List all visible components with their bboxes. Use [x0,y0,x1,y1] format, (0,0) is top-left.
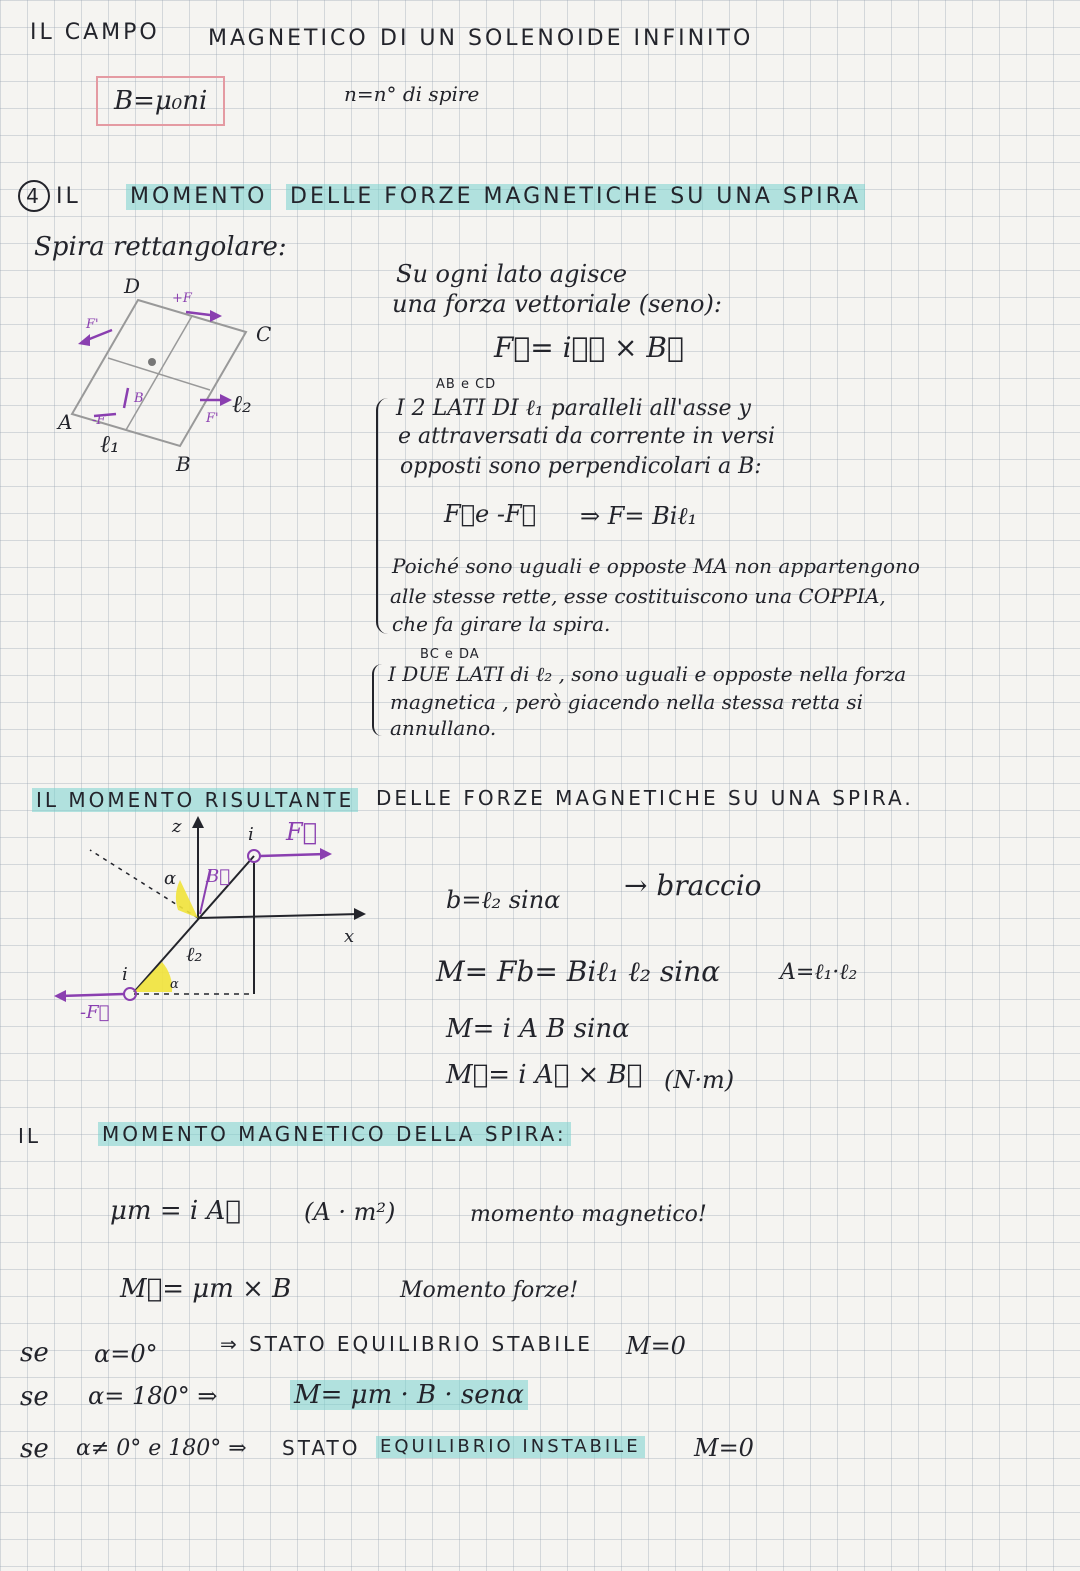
row3-se: se [20,1434,49,1464]
magnetic-moment-unit: (A · m²) [304,1198,396,1226]
title-magnetico: MAGNETICO [208,26,369,51]
magnetic-moment-eq: μm = i A⃗ [110,1196,241,1226]
heading-momento-magnetico: MOMENTO MAGNETICO DELLA SPIRA: [98,1122,571,1146]
brace-1 [376,398,388,634]
label-i-bottom: i [122,964,128,985]
torque-unit: (N·m) [664,1066,735,1094]
row2-result: M= μm · B · senα [290,1380,528,1410]
row3-condition: α≠ 0° e 180° ⇒ [76,1436,247,1461]
torque-equation-3: M⃗= i A⃗ × B⃗ [446,1060,643,1090]
label-i-top: i [248,824,254,845]
torque-note: Momento forze! [400,1278,579,1303]
label-fprime2: F' [206,411,219,426]
brace-2 [372,664,382,736]
torque-vector-eq: M⃗= μm × B [120,1274,292,1304]
spire-note: n=n° di spire [344,82,480,106]
angle-arc-top [176,880,198,918]
force-equation: F⃗= iℓ⃗ × B⃗ [494,331,684,364]
row2-se: se [20,1382,49,1412]
label-fneg: -F [92,413,106,428]
label-alpha-top: α [164,868,177,889]
sides-text-2: e attraversati da corrente in versi [398,424,776,449]
sides-text-1: I 2 LATI DI ℓ₁ paralleli all'asse y [396,396,751,421]
heading-il: IL [56,184,81,209]
title-solenoide: DI UN SOLENOIDE INFINITO [380,26,754,51]
row3-stato: STATO [282,1436,361,1460]
label-l1: ℓ₁ [100,430,120,458]
braccio-label: → braccio [624,869,762,902]
label-x: x [344,926,355,947]
cancel-text-3: annullano. [390,716,497,740]
fprime2-arrowhead [220,394,232,406]
force-text-1: Su ogni lato agisce [396,260,628,288]
torque-diagram [50,810,380,1030]
row3-m: M=0 [694,1434,754,1462]
fprime-arrowhead [78,334,90,346]
label-b: B [176,452,191,476]
label-f: +F [172,291,192,306]
label-c: C [256,322,272,346]
torque-equation-2: M= i A B sinα [446,1014,630,1044]
heading-forze-2: DELLE FORZE MAGNETICHE SU UNA SPIRA. [376,786,914,810]
bcda-label: BC e DA [420,647,480,662]
solenoid-formula: B=μ₀ni [96,76,225,126]
label-l2-vec: ℓ₂ [186,942,203,966]
label-l2: ℓ₂ [232,390,252,418]
fneg-vector-head [54,990,66,1002]
row1-m: M=0 [626,1332,686,1360]
title-campo [30,22,160,44]
x-axis [198,914,360,918]
row1-se: se [20,1338,49,1368]
row1-condition: α=0° [94,1340,158,1368]
label-fneg-vec: -F⃗ [80,1002,110,1023]
label-d: D [124,274,141,298]
loop-axis2 [126,316,192,430]
section-number: 4 [18,180,50,212]
heading-il-3: IL [18,1124,42,1148]
sides-text-3: opposti sono perpendicolari a B: [400,454,762,479]
heading-forze: DELLE FORZE MAGNETICHE SU UNA SPIRA [286,184,865,210]
pair-equation: F⃗e -F⃗ [444,500,537,528]
couple-text-2: alle stesse rette, esse costituiscono una COPPIA, [390,584,886,608]
couple-text-1: Poiché sono uguali e opposte MA non appartengono [392,554,920,578]
title-part: IL CAMPO [30,20,160,45]
area-equation: A=ℓ₁·ℓ₂ [780,960,858,985]
label-a: A [58,410,73,434]
f-vector [260,854,326,856]
row3-result: EQUILIBRIO INSTABILE [376,1436,645,1458]
arm-equation: b=ℓ₂ sinα [446,886,561,914]
label-fprime: F' [86,317,99,332]
angle-arc-bottom [134,962,172,992]
row1-result: ⇒ STATO EQUILIBRIO STABILE [220,1332,593,1356]
label-z: z [172,816,182,837]
magnetic-moment-note: momento magnetico! [470,1202,707,1227]
row2-condition: α= 180° ⇒ [88,1382,218,1410]
couple-text-3: che fa girare la spira. [392,612,611,636]
cancel-text-1: I DUE LATI di ℓ₂ , sono uguali e opposte nella forza [388,662,907,686]
loop-center [148,358,156,366]
label-f-vec: F⃗ [286,818,318,846]
pair-result: ⇒ F= Biℓ₁ [580,502,698,530]
torque-equation-1: M= Fb= Biℓ₁ ℓ₂ sinα [436,955,721,988]
label-b-vec: B⃗ [206,866,231,887]
cancel-text-2: magnetica , però giacendo nella stessa retta si [390,690,864,714]
f-vector-head [320,848,332,860]
z-arrowhead [192,816,204,828]
abcd-label: AB e CD [436,377,497,392]
label-alpha-bottom: α [170,977,179,992]
heading-momento-risultante: IL MOMENTO RISULTANTE [32,788,358,812]
loop-side [134,856,254,992]
x-arrowhead [354,908,366,920]
heading-momento: MOMENTO [126,184,271,210]
fneg-vector [60,994,124,996]
spira-subtitle: Spira rettangolare: [34,232,287,262]
section4-heading [18,180,81,212]
label-bvec: B [134,391,144,406]
b-arrow [124,388,128,408]
rectangular-loop-diagram [50,270,290,480]
force-text-2: una forza vettoriale (seno): [392,290,722,318]
f-arrowhead [210,310,222,322]
